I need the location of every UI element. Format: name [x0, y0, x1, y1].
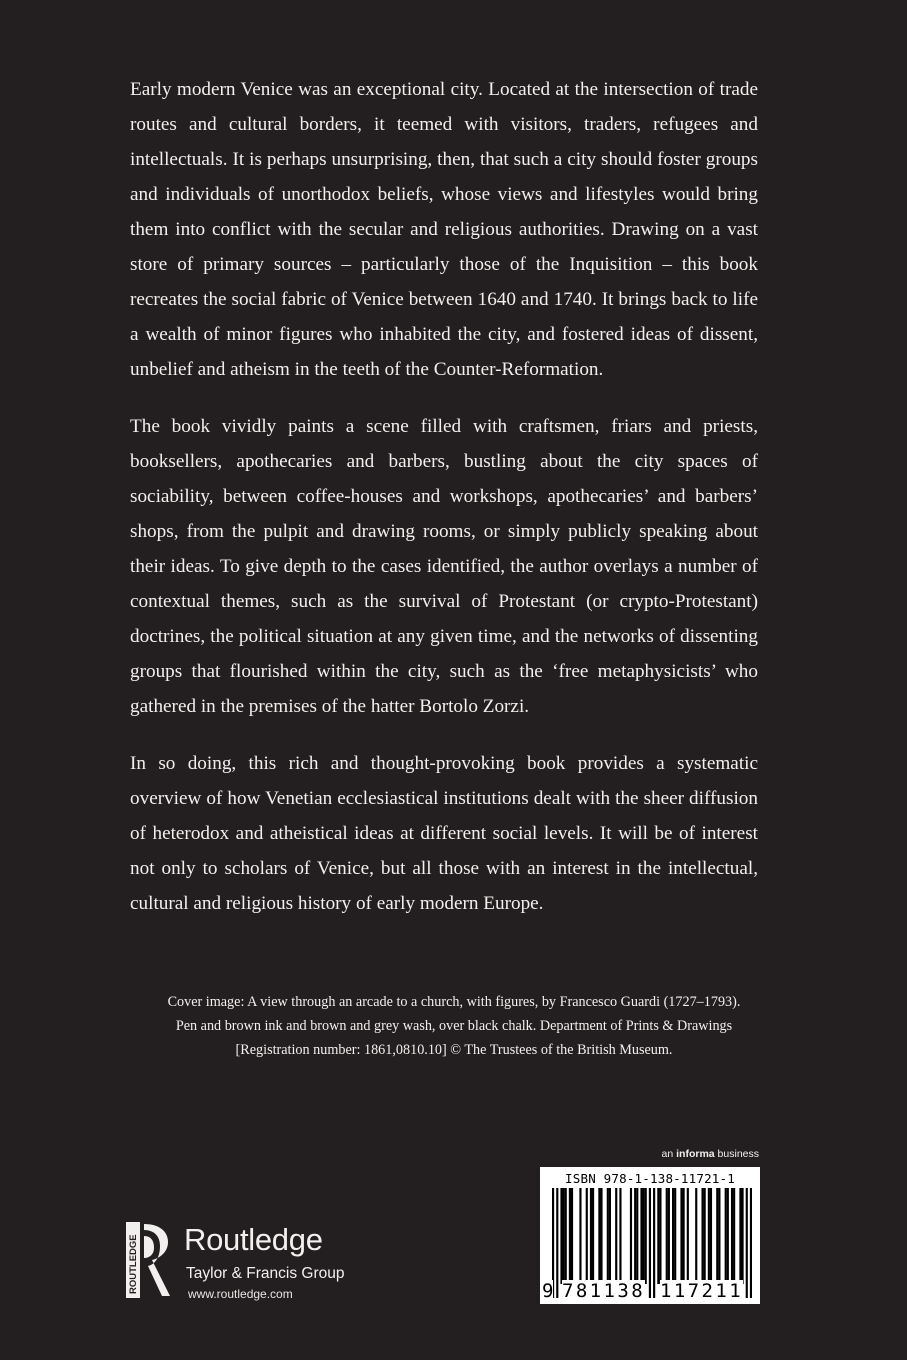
logo-vertical-text: ROUTLEDGE: [128, 1234, 139, 1294]
barcode-bar: [600, 1188, 602, 1284]
barcode-bar: [586, 1188, 588, 1284]
informa-business-tagline: [640, 1148, 759, 1160]
barcode-bar: [571, 1188, 573, 1284]
blurb-paragraph-3: In so doing, this rich and thought-provoking book provides a systematic overview of how Venetian ecclesiastical institutions dealt with the sheer diffusion of heterodox and atheistical ideas at different social levels. It will be of interest not only to scholars of Venice, but all those with an interest in the intellectual, cultural and religious history of early modern Europe.: [130, 753, 758, 914]
barcode-bar: [657, 1188, 659, 1284]
publisher-group: Taylor & Francis Group: [186, 1265, 345, 1282]
barcode-right-digits: 117211: [660, 1280, 744, 1302]
barcode-bar: [607, 1188, 609, 1284]
blurb-paragraph-2: The book vividly paints a scene filled with craftsmen, friars and priests, booksellers, apothecaries and barbers, bustling about the city spaces of sociability, between coffee-houses and workshops, apothecaries’ and barbers’ shops, from the pulpit and drawing rooms, or simply publicly speaking about their ideas. To give depth to the cases identified, the author overlays a number of contextual themes, such as the survival of Protestant (or crypto-Protestant) doctrines, the political situation at any given time, and the networks of dissenting groups that flourished within the city, such as the ‘free metaphysicists’ who gathered in the premises of the hatter Bortolo Zorzi.: [130, 416, 758, 717]
barcode-bar: [609, 1188, 611, 1284]
barcode-bar: [716, 1188, 718, 1284]
barcode-bar: [579, 1188, 581, 1284]
barcode-bar: [643, 1188, 645, 1284]
barcode-bar: [640, 1188, 642, 1284]
barcode-bar: [590, 1188, 592, 1284]
barcode-bar: [563, 1188, 565, 1284]
barcode-bar: [704, 1188, 706, 1284]
cover-image-credit: [120, 990, 788, 1062]
barcode-bar: [619, 1188, 621, 1284]
barcode-bar: [741, 1188, 743, 1284]
informa-prefix: an: [661, 1148, 677, 1160]
barcode-bar: [701, 1188, 703, 1284]
barcode-bar: [710, 1188, 712, 1284]
barcode-bar: [718, 1188, 720, 1284]
publisher-website: www.routledge.com: [188, 1287, 293, 1301]
barcode-bar: [560, 1188, 562, 1284]
barcode-first-digit: 9: [542, 1280, 554, 1302]
barcode-bar: [634, 1188, 636, 1284]
credit-line-3: [Registration number: 1861,0810.10] © The Trustees of the British Museum.: [235, 1042, 673, 1058]
credit-line-1: Cover image: A view through an arcade to a church, with figures, by Francesco Guardi (1727–1793).: [167, 994, 741, 1010]
credit-line-2: Pen and brown ink and brown and grey wash, over black chalk. Department of Prints & Drawings: [175, 1018, 733, 1034]
barcode-bar: [672, 1188, 674, 1284]
barcode-bar: [615, 1188, 617, 1284]
barcode-digits: [540, 1280, 760, 1302]
barcode-bar: [645, 1188, 647, 1284]
barcode-bar: [569, 1188, 571, 1284]
isbn-barcode: [540, 1167, 760, 1304]
barcode-bar: [598, 1188, 600, 1284]
barcode-bar: [565, 1188, 567, 1284]
barcode-bar: [683, 1188, 685, 1284]
publisher-name: Routledge: [184, 1222, 323, 1257]
barcode-bar: [708, 1188, 710, 1284]
barcode-bar: [731, 1188, 733, 1284]
routledge-logo-icon: [126, 1222, 176, 1298]
isbn-label: ISBN 978-1-138-11721-1: [565, 1171, 735, 1186]
barcode-bar: [687, 1188, 689, 1284]
barcode-bar: [666, 1188, 668, 1284]
barcode-bar: [592, 1188, 594, 1284]
blurb-paragraph-1: Early modern Venice was an exceptional city. Located at the intersection of trade routes and cultural borders, it teemed with visitors, traders, refugees and intellectuals. It is perhaps unsurprising, then, that such a city should foster groups and individuals of unorthodox beliefs, whose views and lifestyles would bring them into conflict with the secular and religious authorities. Drawing on a vast store of primary sources – particularly those of the Inquisition – this book recreates the social fabric of Venice between 1640 and 1740. It brings back to life a wealth of minor figures who inhabited the city, and fostered ideas of dissent, unbelief and atheism in the teeth of the Counter-Reformation.: [130, 79, 758, 380]
informa-suffix: business: [714, 1148, 759, 1160]
barcode-bar: [739, 1188, 741, 1284]
barcode-bar: [659, 1188, 661, 1284]
barcode-bar: [695, 1188, 697, 1284]
barcode-bar: [680, 1188, 682, 1284]
barcode-bar: [636, 1188, 638, 1284]
publisher-logo: [126, 1220, 386, 1310]
barcode-bar: [674, 1188, 676, 1284]
barcode-bar: [630, 1188, 632, 1284]
barcode-bar: [668, 1188, 670, 1284]
barcode-bar: [727, 1188, 729, 1284]
barcode-left-digits: 781138: [562, 1280, 646, 1302]
barcode-bar: [733, 1188, 735, 1284]
back-cover-blurb: [130, 72, 758, 943]
informa-brand: informa: [676, 1148, 715, 1160]
barcode-bar: [725, 1188, 727, 1284]
